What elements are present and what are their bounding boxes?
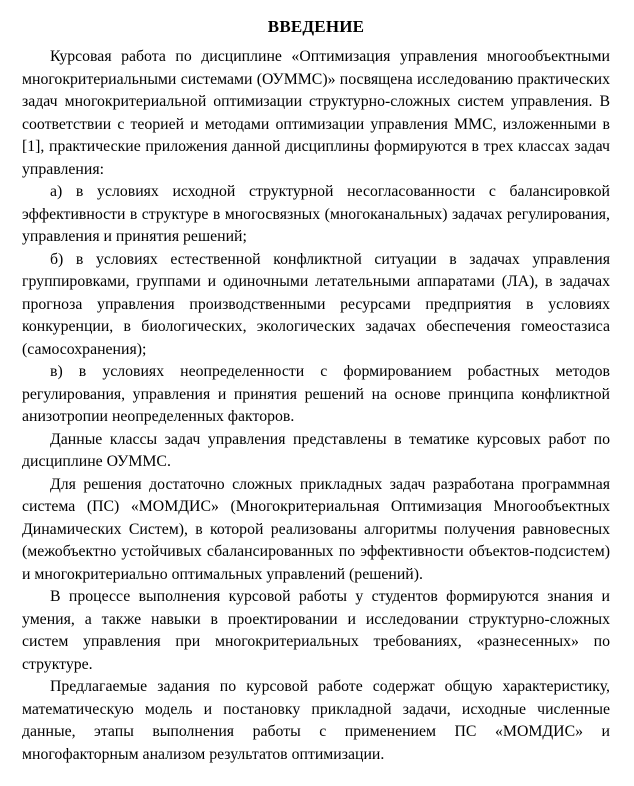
document-page	[22, 16, 610, 766]
paragraph-software: Для решения достаточно сложных прикладных задач разработана программная система (ПС) «МОМДИС» (Многокритериальная Оптимизация Многообъектных Динамических Систем), в которой реализованы алгоритмы получения равновесных (межобъектно устойчивых сбалансированных по эффективности объектов-подсистем) и многокритериально оптимальных управлений (решений).	[22, 475, 610, 583]
page-title: ВВЕДЕНИЕ	[267, 17, 365, 36]
list-item-c: в) в условиях неопределенности с формированием робастных методов регулирования, управления и принятия решений на основе принципа конфликтной анизотропии неопределенных факторов.	[22, 363, 610, 425]
paragraph-classes: Данные классы задач управления представлены в тематике курсовых работ по дисциплине ОУММС.	[22, 430, 610, 470]
paragraph-intro: Курсовая работа по дисциплине «Оптимизация управления многообъектными многокритериальными системами (ОУММС)» посвящена исследованию практических задач многокритериальной оптимизации структурно-сложных систем управления. В соответствии с теорией и методами оптимизации управления ММС, изложенными в [1], практические приложения данной дисциплины формируются в трех классах задач управления:	[22, 48, 610, 178]
paragraph-assignments: Предлагаемые задания по курсовой работе содержат общую характеристику, математическую модель и постановку прикладной задачи, исходные численные данные, этапы выполнения работы с применением ПС «МОМДИС» и многофакторным анализом результатов оптимизации.	[22, 678, 610, 763]
list-item-b: б) в условиях естественной конфликтной ситуации в задачах управления группировками, группами и одиночными летательными аппаратами (ЛА), в задачах прогноза управления производственными ресурсами предприятия в условиях конкуренции, в биологических, экологических задачах обеспечения гомеостазиса (самосохранения);	[22, 250, 610, 358]
list-item-a: а) в условиях исходной структурной несогласованности с балансировкой эффективности в структуре в многосвязных (многоканальных) задачах регулирования, управления и принятия решений;	[22, 183, 610, 245]
paragraph-skills: В процессе выполнения курсовой работы у студентов формируются знания и умения, а также навыки в проектировании и исследовании структурно-сложных систем управления при многокритериальных требованиях, «разнесенных» по структуре.	[22, 588, 610, 673]
